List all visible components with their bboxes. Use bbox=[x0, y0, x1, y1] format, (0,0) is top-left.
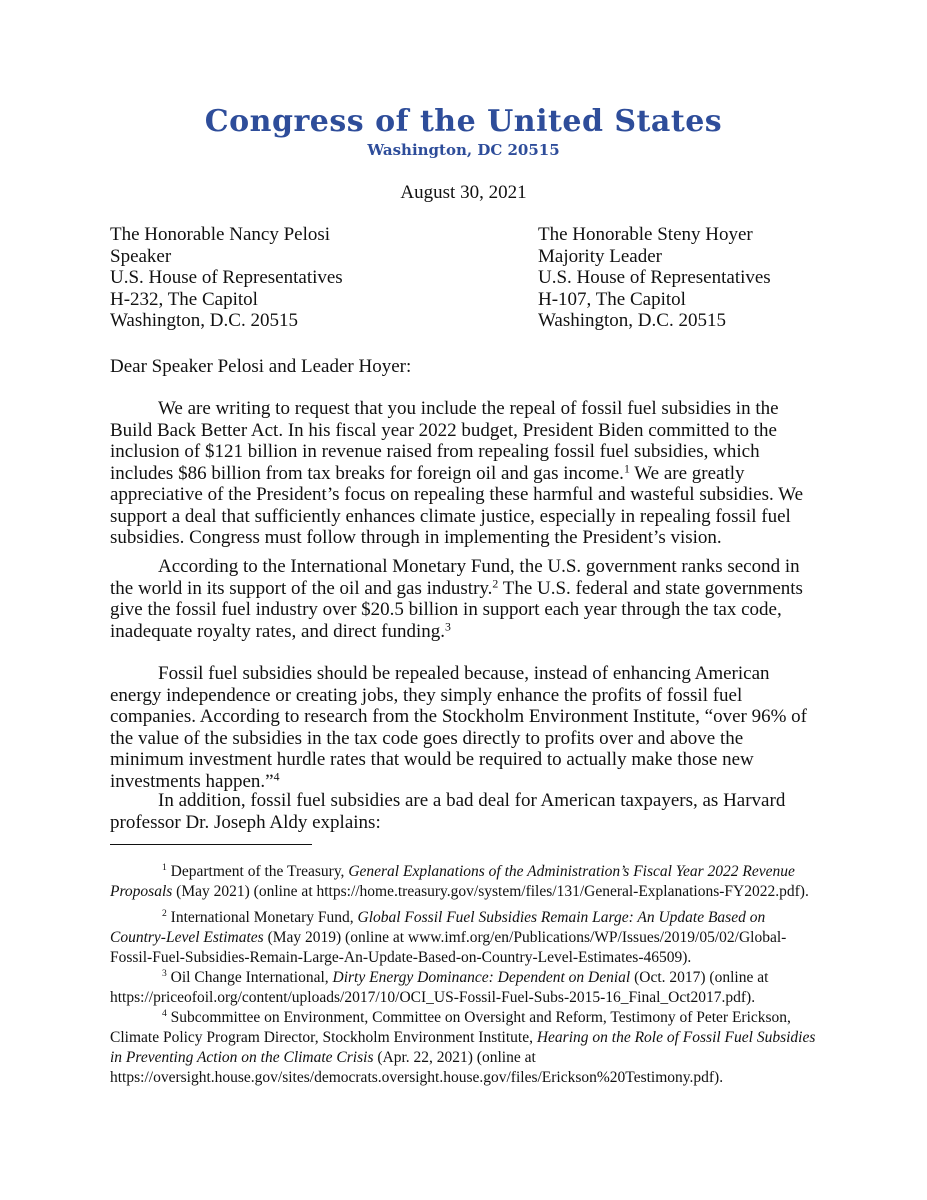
recipient-name: The Honorable Nancy Pelosi bbox=[110, 224, 331, 245]
footnote-number: 4 bbox=[162, 1008, 167, 1020]
footnote-title: General Explanations of the Administration’s Fiscal Year 2022 Revenue Proposals bbox=[110, 863, 795, 900]
paragraph-text: According to the International Monetary Fund, the U.S. government ranks second in the world in its support of the oil and gas industry. bbox=[110, 556, 800, 599]
footnote-title: Global Fossil Fuel Subsidies Remain Large: An Update Based on Country-Level Estimates bbox=[110, 909, 766, 946]
recipient-name: The Honorable Steny Hoyer bbox=[538, 224, 753, 245]
recipient-block-right bbox=[538, 224, 771, 332]
footnote-ref: 4 bbox=[273, 770, 280, 784]
recipient-org: U.S. House of Representatives bbox=[538, 267, 771, 288]
footnote-text: Oil Change International, bbox=[170, 969, 333, 986]
footnote-4 bbox=[110, 1008, 822, 1088]
footnote-number: 1 bbox=[162, 862, 167, 874]
body-paragraph-4: In addition, fossil fuel subsidies are a bad deal for American taxpayers, as Harvard professor Dr. Joseph Aldy explains: bbox=[110, 790, 786, 833]
footnote-number: 3 bbox=[162, 968, 167, 980]
body-paragraph-1 bbox=[110, 398, 818, 549]
paragraph-text: We are writing to request that you include the repeal of fossil fuel subsidies in the Build Back Better Act. In his fiscal year 2022 budget, President Biden committed to the inclusion of $121 billion in revenue raised from repealing fossil fuel subsidies, which includes $86 billion from tax breaks for foreign oil and gas income. bbox=[110, 398, 779, 484]
body-paragraph-3 bbox=[110, 663, 818, 792]
footnote-title: Dirty Energy Dominance: Dependent on Denial bbox=[332, 969, 631, 986]
paragraph-text: The U.S. federal and state governments give the fossil fuel industry over $20.5 billion in support each year through the tax code, inadequate royalty rates, and direct funding. bbox=[110, 577, 803, 642]
footnote-text: (May 2021) (online at https://home.treasury.gov/system/files/131/General-Explanations-FY2022.pdf). bbox=[172, 883, 809, 900]
footnote-ref: 3 bbox=[445, 620, 451, 634]
paragraph-text: Fossil fuel subsidies should be repealed because, instead of enhancing American energy independence or creating jobs, they simply enhance the profits of fossil fuel companies. According to research from the Stockholm Environment Institute, “over 96% of the value of the subsidies in the tax code goes directly to profits over and above the minimum investment hurdle rates that would be required to actually make those new investments happen.” bbox=[110, 663, 808, 792]
footnote-text: Subcommittee on Environment, Committee on Oversight and Reform, Testimony of Peter Erickson, Climate Policy Program Director, Stockholm Environment Institute, bbox=[110, 1009, 791, 1046]
paragraph-text: We are greatly appreciative of the President’s focus on repealing these harmful and wasteful subsidies. We support a deal that sufficiently enhances climate justice, especially in repealing fossil fuel subsidies. Congress must follow through in implementing the President’s vision. bbox=[110, 462, 803, 548]
body-paragraph-2 bbox=[110, 556, 818, 642]
recipient-title: Speaker bbox=[110, 245, 172, 267]
recipient-office: H-232, The Capitol bbox=[110, 288, 258, 310]
footnote-text: Department of the Treasury, bbox=[170, 863, 349, 880]
salutation: Dear Speaker Pelosi and Leader Hoyer: bbox=[110, 356, 412, 377]
letter-date: August 30, 2021 bbox=[400, 182, 527, 203]
recipient-title: Majority Leader bbox=[538, 245, 662, 267]
footnote-text: (Apr. 22, 2021) (online at https://oversight.house.gov/sites/democrats.oversight.house.gov/files/Erickson%20Testimony.pdf). bbox=[110, 1049, 724, 1086]
footnote-divider bbox=[110, 844, 312, 845]
footnote-1 bbox=[110, 862, 822, 902]
recipient-office: H-107, The Capitol bbox=[538, 288, 686, 310]
footnote-text: (May 2019) (online at www.imf.org/en/Publications/WP/Issues/2019/05/02/Global-Fossil-Fuel-Subsidies-Remain-Large-An-Update-Based-on-Country-Level-Estimates-46509). bbox=[110, 929, 787, 966]
footnote-text: (Oct. 2017) (online at https://priceofoil.org/content/uploads/2017/10/OCI_US-Fossil-Fuel-Subs-2015-16_Final_Oct2017.pdf). bbox=[110, 969, 769, 1006]
footnote-number: 2 bbox=[162, 908, 167, 920]
footnote-2 bbox=[110, 908, 822, 968]
footnote-ref: 1 bbox=[623, 462, 630, 476]
footnote-ref: 2 bbox=[492, 577, 499, 591]
footnote-text: International Monetary Fund, bbox=[170, 909, 358, 926]
recipient-city: Washington, D.C. 20515 bbox=[110, 310, 298, 331]
recipient-org: U.S. House of Representatives bbox=[110, 267, 343, 288]
footnote-title: Hearing on the Role of Fossil Fuel Subsidies in Preventing Action on the Climate Crisis bbox=[110, 1029, 816, 1066]
letterhead-title: Congress of the United States bbox=[204, 104, 723, 139]
recipient-block-left bbox=[110, 224, 343, 332]
footnote-3 bbox=[110, 968, 822, 1008]
recipient-city: Washington, D.C. 20515 bbox=[538, 310, 726, 331]
letterhead-subtitle: Washington, DC 20515 bbox=[367, 141, 560, 159]
